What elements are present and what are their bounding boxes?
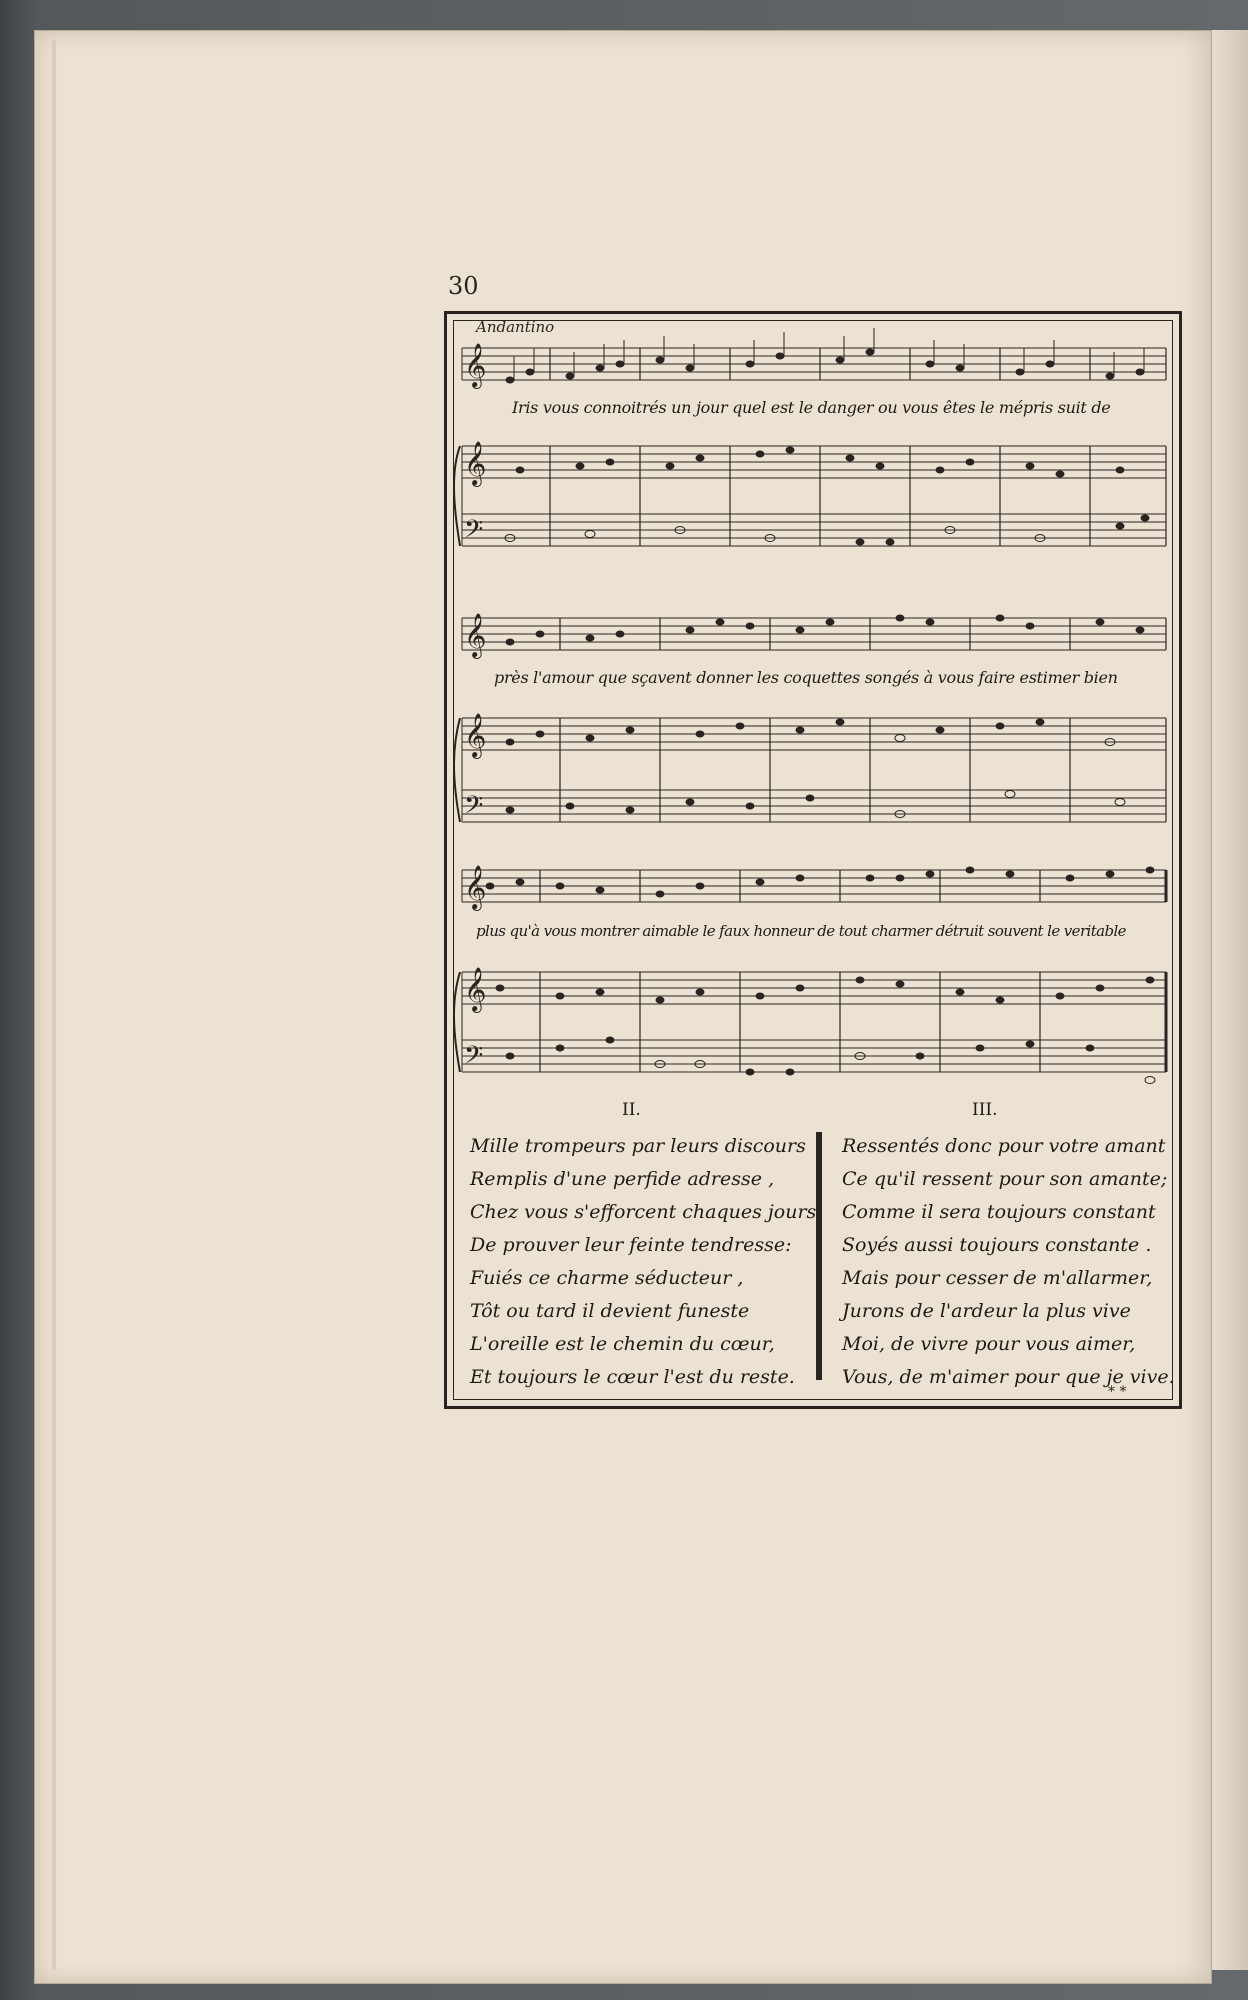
svg-text:𝄞: 𝄞 [464, 865, 487, 909]
verse-line: Comme il sera toujours constant [842, 1201, 1156, 1223]
staff-piano-treble-2 [462, 718, 1166, 750]
page-fold-line [52, 40, 56, 1970]
staff-vocal-3 [462, 870, 1166, 902]
svg-text:𝄢: 𝄢 [464, 791, 484, 826]
page-number: 30 [448, 272, 479, 300]
svg-text:𝄢: 𝄢 [464, 1041, 484, 1076]
svg-text:𝄞: 𝄞 [464, 713, 487, 757]
verse-line: Soyés aussi toujours constante . [842, 1234, 1152, 1256]
verse-3 [842, 1130, 1175, 1394]
verse-line: Jurons de l'ardeur la plus vive [842, 1300, 1131, 1322]
verse-divider [816, 1132, 822, 1380]
lyric-line-3: plus qu'à vous montrer aimable le faux honneur de tout charmer détruit souvent le veritable [476, 922, 1126, 940]
svg-text:𝄢: 𝄢 [464, 515, 484, 550]
verse-line: Vous, de m'aimer pour que je vive. [842, 1366, 1175, 1388]
svg-text:𝄞: 𝄞 [464, 343, 487, 387]
verse-2 [470, 1130, 816, 1394]
lyric-line-2: près l'amour que sçavent donner les coquettes songés à vous faire estimer bien [494, 668, 1118, 687]
verse-line: Fuiés ce charme séducteur , [470, 1267, 744, 1289]
notes-vocal-3 [486, 867, 1154, 897]
verse-line: L'oreille est le chemin du cœur, [470, 1333, 775, 1355]
verse-3-number: III. [972, 1100, 998, 1120]
notes-piano-3 [496, 977, 1155, 1084]
staff-vocal-2 [462, 618, 1166, 650]
staff-piano-bass-1 [462, 514, 1166, 546]
music-score [450, 318, 1176, 1100]
verse-line: Remplis d'une perfide adresse , [470, 1168, 775, 1190]
verse-line: Chez vous s'efforcent chaques jours [470, 1201, 817, 1223]
lyric-line-1: Iris vous connoitrés un jour quel est le danger ou vous êtes le mépris suit de [512, 398, 1111, 417]
verse-line: Ce qu'il ressent pour son amante; [842, 1168, 1168, 1190]
tempo-marking: Andantino [476, 318, 555, 336]
verse-line: Tôt ou tard il devient funeste [470, 1300, 750, 1322]
verse-line: De prouver leur feinte tendresse: [470, 1234, 792, 1256]
verse-line: Moi, de vivre pour vous aimer, [842, 1333, 1136, 1355]
verse-line: Et toujours le cœur l'est du reste. [470, 1366, 795, 1388]
verse-line: Ressentés donc pour votre amant [842, 1135, 1166, 1157]
staff-piano-bass-3 [462, 1040, 1166, 1072]
verse-line: Mille trompeurs par leurs discours [470, 1135, 806, 1157]
ornament-stars: * * [1108, 1384, 1127, 1400]
svg-text:𝄞: 𝄞 [464, 613, 487, 657]
verse-2-number: II. [622, 1100, 641, 1120]
verse-line: Mais pour cesser de m'allarmer, [842, 1267, 1153, 1289]
svg-text:𝄞: 𝄞 [464, 967, 487, 1011]
notes-vocal-2 [506, 615, 1144, 645]
svg-text:𝄞: 𝄞 [464, 441, 487, 485]
